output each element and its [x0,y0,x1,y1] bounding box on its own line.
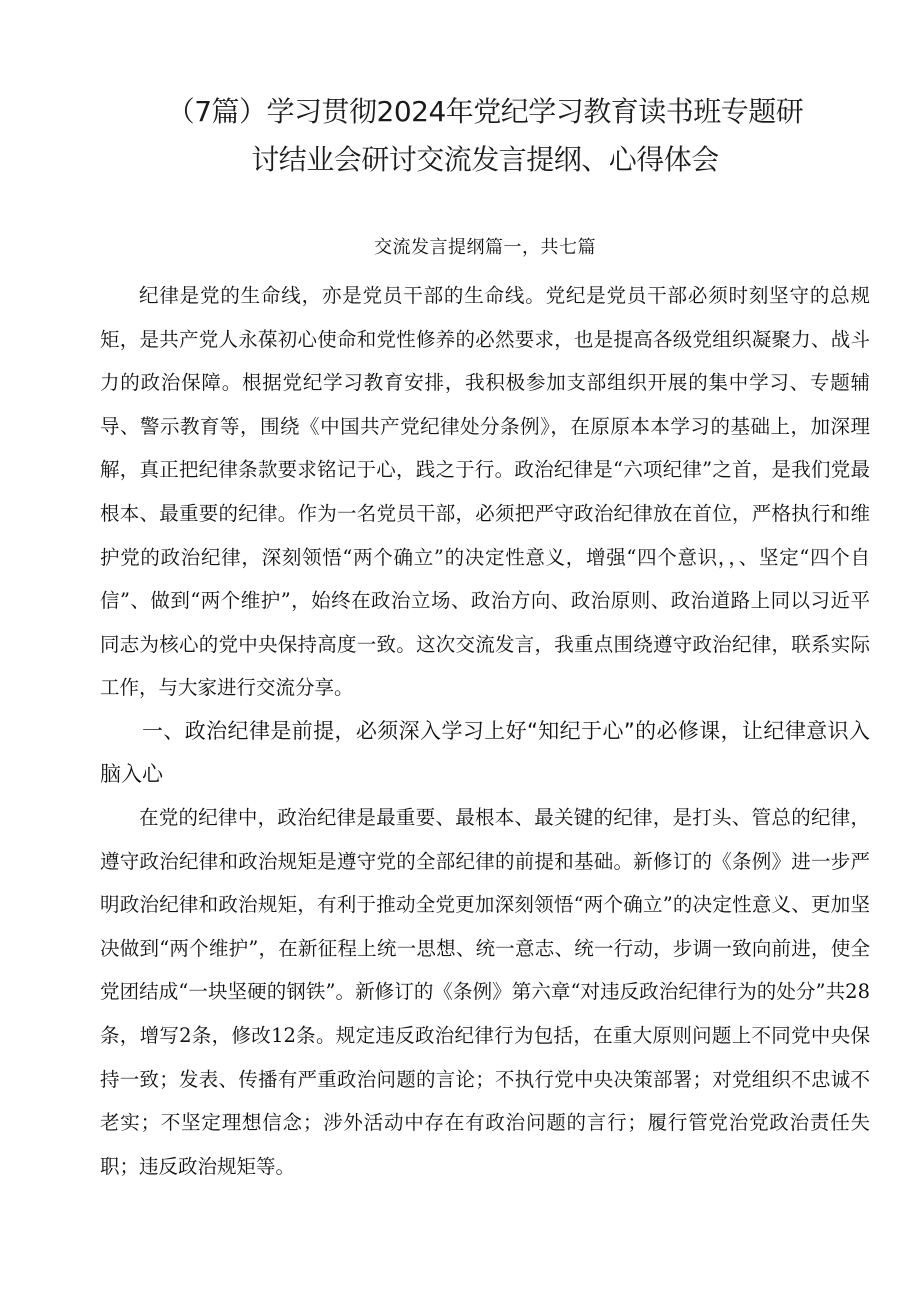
section-subtitle: 交流发言提纲篇一，共七篇 [374,237,596,258]
document-page [100,88,870,1188]
paragraph-intro: 纪律是党的生命线，亦是党员干部的生命线。党纪是党员干部必须时刻坚守的总规矩，是共产党人永葆初心使命和党性修养的必然要求，也是提高各级党组织凝聚力、战斗力的政治保障。根据党纪学习教育安排，我积极参加支部组织开展的集中学习、专题辅导、警示教育等，围绕《中国共产党纪律处分条例》，在原原本本学习的基础上，加深理解，真正把纪律条款要求铭记于心，践之于行。政治纪律是“六项纪律”之首，是我们党最根本、最重要的纪律。作为一名党员干部，必须把严守政治纪律放在首位，严格执行和维护党的政治纪律，深刻领悟“两个确立”的决定性意义，增强“四个意识，，、坚定“四个自信”、做到“两个维护”，始终在政治立场、政治方向、政治原则、政治道路上同以习近平同志为核心的党中央保持高度一致。这次交流发言，我重点围绕遵守政治纪律，联系实际工作，与大家进行交流分享。 [100,284,870,700]
section-heading-1: 一、政治纪律是前提，必须深入学习上好“知纪于心”的必修课，让纪律意识入脑入心 [100,718,870,786]
document-title [100,88,870,184]
paragraph-political-discipline: 在党的纪律中，政治纪律是最重要、最根本、最关键的纪律，是打头、管总的纪律，遵守政治纪律和政治规矩是遵守党的全部纪律的前提和基础。新修订的《条例》进一步严明政治纪律和政治规矩，有利于推动全党更加深刻领悟“两个确立”的决定性意义、更加坚决做到“两个维护”，在新征程上统一思想、统一意志、统一行动，步调一致向前进，使全党团结成“一块坚硬的钢铁”。新修订的《条例》第六章“对违反政治纪律行为的处分”共28条，增写2条，修改12条。规定违反政治纪律行为包括，在重大原则问题上不同党中央保持一致；发表、传播有严重政治问题的言论；不执行党中央决策部署；对党组织不忠诚不老实；不坚定理想信念；涉外活动中存在有政治问题的言行；履行管党治党政治责任失职；违反政治规矩等。 [100,805,870,1178]
document-title-line-1: （7篇）学习贯彻2024年党纪学习教育读书班专题研 [166,95,804,128]
document-title-line-2: 讨结业会研讨交流发言提纲、心得体会 [251,143,719,176]
